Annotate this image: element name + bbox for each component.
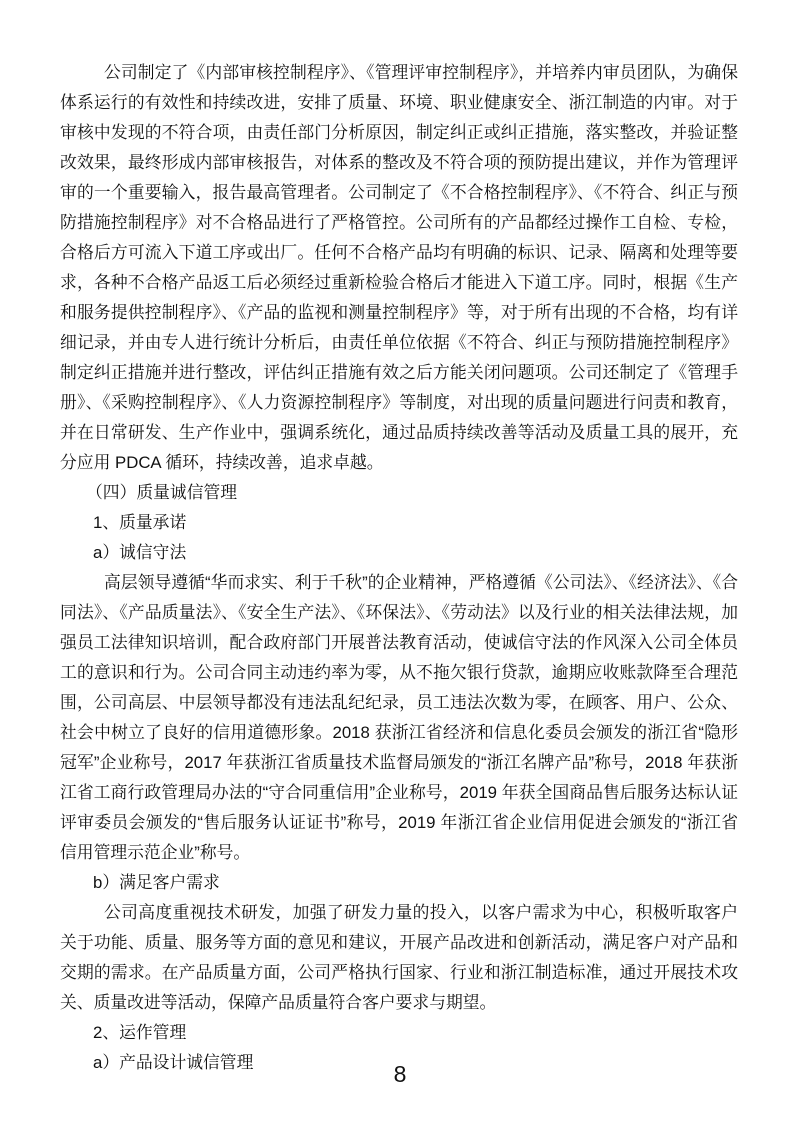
paragraph-leadership-integrity-and-awards: 高层领导遵循“华而求实、利于千秋”的企业精神，严格遵循《公司法》、《经济法》、《合同法》、《产品质量法》、《安全生产法》、《环保法》、《劳动法》以及行业的相关法律法规，加强员工法律知识培训，配合政府部门开展普法教育活动，使诚信守法的作风深入公司全体员工的意识和行为。公司合同主动违约率为零，从不拖欠银行贷款，逾期应收账款降至合理范围，公司高层、中层领导都没有违法乱纪纪录，员工违法次数为零，在顾客、用户、公众、社会中树立了良好的信用道德形象。2018 获浙江省经济和信息化委员会颁发的浙江省“隐形冠军”企业称号，2017 年获浙江省质量技术监督局颁发的“浙江名牌产品”称号，2018 年获浙江省工商行政管理局办法的“守合同重信用”企业称号，2019 年获全国商品售后服务达标认证评审委员会颁发的“售后服务认证证书”称号，2019 年浙江省企业信用促进会颁发的“浙江省信用管理示范企业”称号。 bbox=[60, 573, 738, 862]
paragraph-rd-and-customer-focus: 公司高度重视技术研发，加强了研发力量的投入，以客户需求为中心，积极听取客户关于功能、质量、服务等方面的意见和建议，开展产品改进和创新活动，满足客户对产品和交期的需求。在产品质量方面，公司严格执行国家、行业和浙江制造标准，通过开展技术攻关、质量改进等活动，保障产品质量符合客户要求与期望。 bbox=[60, 903, 738, 1012]
heading-b-meet-customer-needs: b）满足客户需求 bbox=[93, 873, 220, 892]
paragraph-internal-audit-and-nonconformance-control: 公司制定了《内部审核控制程序》、《管理评审控制程序》，并培养内审员团队，为确保体系运行的有效性和持续改进，安排了质量、环境、职业健康安全、浙江制造的内审。对于审核中发现的不符合项，由责任部门分析原因，制定纠正或纠正措施，落实整改，并验证整改效果，最终形成内部审核报告，对体系的整改及不符合项的预防提出建议，并作为管理评审的一个重要输入，报告最高管理者。公司制定了《不合格控制程序》、《不符合、纠正与预防措施控制程序》对不合格品进行了严格管控。公司所有的产品都经过操作工自检、专检，合格后方可流入下道工序或出厂。任何不合格产品均有明确的标识、记录、隔离和处理等要求，各种不合格产品返工后必须经过重新检验合格后才能进入下道工序。同时，根据《生产和服务提供控制程序》、《产品的监视和测量控制程序》等，对于所有出现的不合格，均有详细记录，并由专人进行统计分析后，由责任单位依据《不符合、纠正与预防措施控制程序》制定纠正措施并进行整改，评估纠正措施有效之后方能关闭问题项。公司还制定了《管理手册》、《采购控制程序》、《人力资源控制程序》等制度，对出现的质量问题进行问责和教育，并在日常研发、生产作业中，强调系统化，通过品质持续改善等活动及质量工具的展开，充分应用 PDCA 循环，持续改善，追求卓越。 bbox=[60, 63, 738, 472]
page-number: 8 bbox=[393, 1061, 407, 1087]
heading-section-4-quality-integrity-management: （四）质量诚信管理 bbox=[86, 483, 238, 502]
heading-a-integrity-law-abiding: a）诚信守法 bbox=[93, 543, 187, 562]
heading-2-operation-management: 2、运作管理 bbox=[93, 1023, 187, 1042]
page-content bbox=[60, 58, 738, 1078]
heading-a-product-design-integrity-management: a）产品设计诚信管理 bbox=[93, 1053, 254, 1072]
heading-1-quality-commitment: 1、质量承诺 bbox=[93, 513, 187, 532]
